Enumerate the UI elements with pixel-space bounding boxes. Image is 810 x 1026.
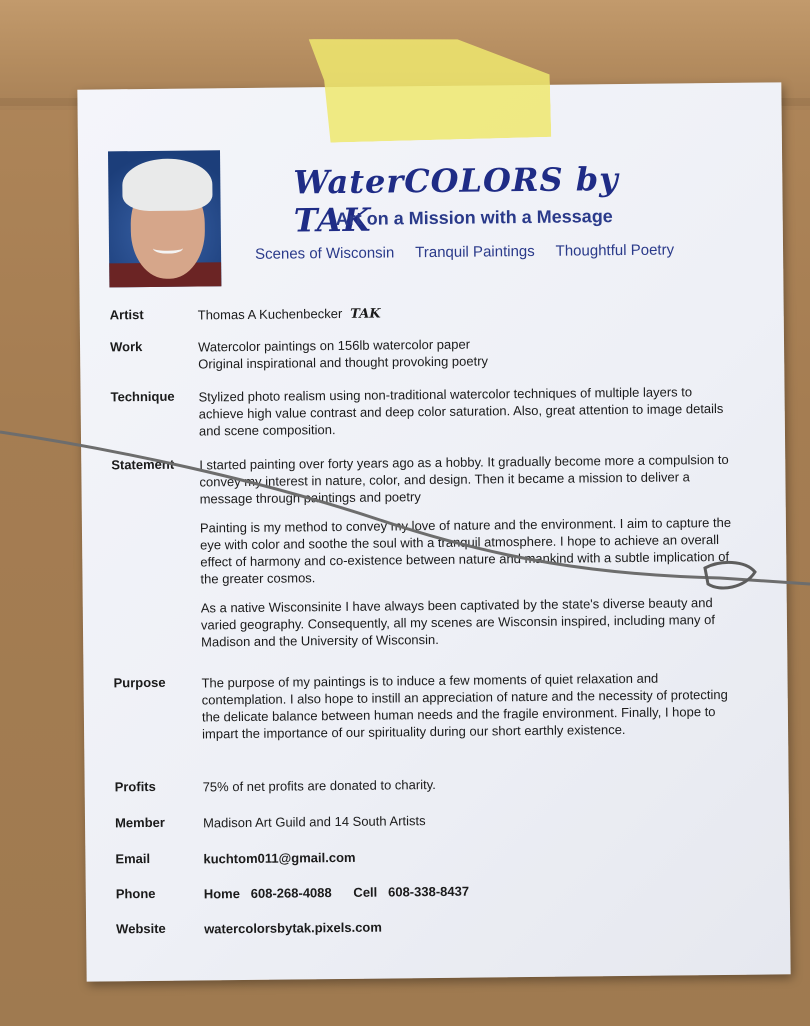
artist-portrait bbox=[108, 150, 221, 287]
purpose-value: The purpose of my paintings is to induce a few moments of quiet relaxation and contemplation. I also hope to instill an appreciation of nature and the necessity of protecting the delicate balance between human needs and the fragile environment. Finally, I hope to impart the importance of our spirituality during our short earthly existence. bbox=[201, 670, 728, 742]
email-value: kuchtom011@gmail.com bbox=[203, 849, 356, 867]
artist-signature: TAK bbox=[350, 306, 381, 322]
phone-value bbox=[204, 880, 744, 903]
phone-cell: 608-338-8437 bbox=[387, 883, 470, 900]
website-row bbox=[116, 915, 756, 937]
technique-value: Stylized photo realism using non-traditional watercolor techniques of multiple layers to achieve high value contrast and deep color saturation. Also, great attention to image details and scene composition. bbox=[198, 384, 724, 439]
tag-scenes: Scenes of Wisconsin bbox=[254, 244, 395, 263]
work-line: Watercolor paintings on 156lb watercolor paper bbox=[197, 336, 471, 355]
tag-line bbox=[255, 241, 691, 263]
member-row bbox=[114, 809, 755, 831]
member-label: Member bbox=[114, 814, 165, 831]
statement-label: Statement bbox=[111, 456, 175, 473]
artist-label: Artist bbox=[109, 307, 144, 323]
statement-paragraph: Painting is my method to convey my love of nature and the environment. I aim to capture the eye with color and soothe the soul with a tranquil atmosphere. I hope to achieve an overall effect of harmony and co-existence between nature and mankind with a subtle implication of the greater cosmos. bbox=[199, 514, 732, 587]
artist-value bbox=[198, 301, 738, 325]
website-value: watercolorsbytak.pixels.com bbox=[204, 919, 382, 937]
statement-paragraph: As a native Wisconsinite I have always been captivated by the state's diverse beauty and varied geography. Consequently, all my scenes are Wisconsin inspired, including many of Madison and the University of Wisconsin. bbox=[200, 595, 716, 650]
profits-row bbox=[114, 773, 755, 795]
technique-label: Technique bbox=[110, 388, 175, 405]
statement-value bbox=[199, 451, 741, 663]
artist-name: Thomas A Kuchenbecker bbox=[197, 305, 343, 323]
phone-label: Phone bbox=[115, 885, 156, 902]
page-title: WaterCOLORS by TAK bbox=[293, 160, 619, 240]
statement-paragraph: I started painting over forty years ago as a hobby. It gradually become more a compulsion to convey my interest in nature, color, and design. Then it became a mission to deliver a message through paintings and poetry bbox=[199, 451, 729, 507]
phone-home: 608-268-4088 bbox=[250, 885, 332, 901]
technique-row bbox=[110, 383, 750, 439]
work-row bbox=[109, 333, 750, 372]
tag-tranquil: Tranquil Paintings bbox=[415, 242, 535, 262]
info-sheet bbox=[77, 82, 790, 981]
work-value bbox=[198, 333, 738, 373]
member-value: Madison Art Guild and 14 South Artists bbox=[202, 813, 426, 831]
profits-value: 75% of net profits are donated to charity. bbox=[202, 776, 436, 795]
email-label: Email bbox=[115, 850, 151, 867]
page-subtitle: Art on a Mission with a Message bbox=[335, 206, 613, 230]
email-row bbox=[115, 845, 755, 867]
purpose-label: Purpose bbox=[113, 674, 166, 691]
tag-poetry: Thoughtful Poetry bbox=[555, 241, 675, 260]
website-label: Website bbox=[116, 920, 166, 937]
phone-row bbox=[115, 880, 756, 902]
phone-cell-label: Cell bbox=[353, 884, 378, 900]
work-label: Work bbox=[109, 339, 143, 355]
statement-row bbox=[111, 451, 751, 650]
work-line: Original inspirational and thought provoking poetry bbox=[198, 353, 489, 372]
portrait-hair bbox=[122, 158, 213, 211]
phone-home-label: Home bbox=[203, 886, 240, 902]
profits-label: Profits bbox=[114, 778, 156, 795]
artist-row bbox=[109, 301, 750, 323]
purpose-row bbox=[113, 669, 753, 742]
